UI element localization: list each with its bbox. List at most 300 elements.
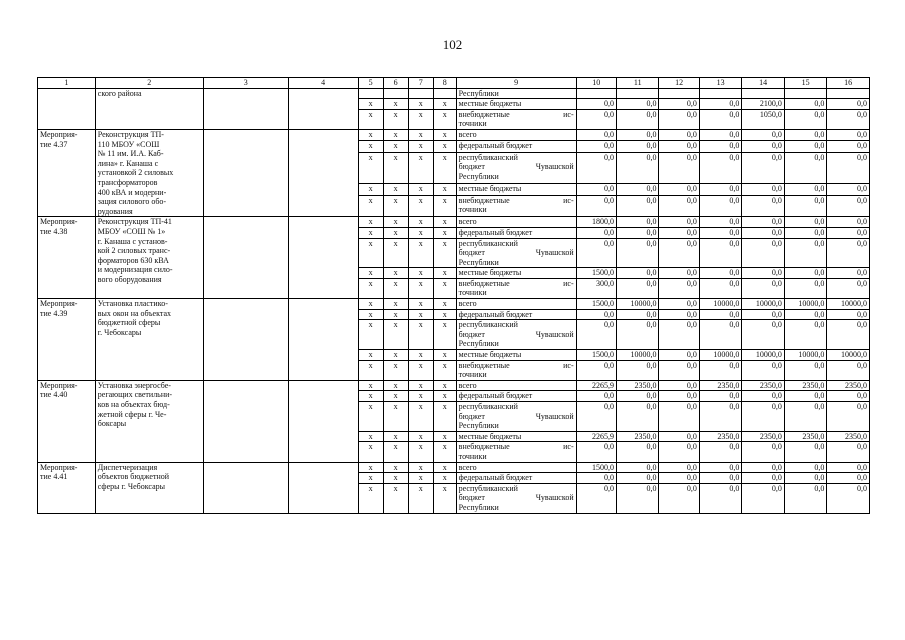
value-cell: 0,0 xyxy=(699,278,742,298)
value-cell: 2100,0 xyxy=(742,99,785,110)
value-cell: 0,0 xyxy=(616,184,659,195)
value-cell: 0,0 xyxy=(784,462,827,473)
value-cell xyxy=(616,88,659,99)
value-cell: 0,0 xyxy=(784,129,827,140)
value-cell: 0,0 xyxy=(742,462,785,473)
value-cell: 0,0 xyxy=(827,217,870,228)
value-cell: 0,0 xyxy=(659,391,699,402)
x-mark-cell: x xyxy=(358,217,383,228)
funding-source-line: федеральный бюджет xyxy=(458,309,533,319)
x-mark-cell: x xyxy=(408,184,433,195)
header-cell: 15 xyxy=(784,78,827,89)
activity-code-line: Мероприя- xyxy=(40,299,78,309)
x-mark-cell: x xyxy=(358,483,383,513)
value-cell: 0,0 xyxy=(659,227,699,238)
funding-source-line: республиканский xyxy=(458,402,518,411)
header-cell: 12 xyxy=(659,78,699,89)
column-3-cell xyxy=(203,462,288,513)
x-mark-cell: x xyxy=(383,320,408,350)
value-cell: 0,0 xyxy=(659,152,699,184)
value-cell: 2350,0 xyxy=(784,380,827,391)
value-cell: 0,0 xyxy=(742,227,785,238)
x-mark-cell: x xyxy=(408,152,433,184)
value-cell: 0,0 xyxy=(742,238,785,268)
x-mark-cell: x xyxy=(383,217,408,228)
activity-description-line: Установка энергосбе- xyxy=(97,380,171,390)
x-mark-cell: x xyxy=(408,391,433,402)
funding-source-line: внебюджетные ис- xyxy=(458,278,574,288)
funding-source xyxy=(456,442,576,462)
value-cell: 0,0 xyxy=(827,442,870,462)
value-cell: 0,0 xyxy=(659,320,699,350)
activity-description-line: Реконструкция ТП-41 xyxy=(97,217,172,227)
value-cell: 0,0 xyxy=(659,109,699,129)
x-mark-cell: x xyxy=(358,473,383,484)
value-cell: 0,0 xyxy=(784,309,827,320)
x-mark-cell: x xyxy=(358,350,383,361)
value-cell: 0,0 xyxy=(616,195,659,217)
x-mark-cell xyxy=(358,88,383,99)
value-cell: 0,0 xyxy=(827,129,870,140)
funding-source-line: Республики xyxy=(458,502,499,512)
header-cell: 1 xyxy=(38,78,96,89)
activity-description-line: г. Канаша с установ- xyxy=(97,236,168,246)
column-3-cell xyxy=(203,380,288,462)
x-mark-cell: x xyxy=(408,473,433,484)
x-mark-cell: x xyxy=(433,129,456,140)
activity-description-line: зация силового обо- xyxy=(97,197,167,207)
funding-source-line: бюджет Чувашской xyxy=(458,248,574,258)
funding-source-line: всего xyxy=(458,299,477,309)
x-mark-cell xyxy=(383,88,408,99)
value-cell: 0,0 xyxy=(699,227,742,238)
activity-description-line: 110 МБОУ «СОШ xyxy=(97,139,160,149)
value-cell: 0,0 xyxy=(699,473,742,484)
x-mark-cell: x xyxy=(358,442,383,462)
x-mark-cell: x xyxy=(408,462,433,473)
value-cell: 0,0 xyxy=(576,141,616,152)
x-mark-cell: x xyxy=(358,462,383,473)
budget-table xyxy=(37,77,870,514)
activity-description-line: жетной сферы г. Че- xyxy=(97,409,167,419)
x-mark-cell: x xyxy=(383,129,408,140)
x-mark-cell: x xyxy=(383,391,408,402)
value-cell: 0,0 xyxy=(659,238,699,268)
value-cell: 0,0 xyxy=(659,268,699,279)
x-mark-cell: x xyxy=(433,141,456,152)
value-cell: 0,0 xyxy=(742,184,785,195)
value-cell: 0,0 xyxy=(616,109,659,129)
value-cell: 0,0 xyxy=(659,184,699,195)
value-cell: 0,0 xyxy=(784,473,827,484)
value-cell: 2265,9 xyxy=(576,380,616,391)
value-cell: 2350,0 xyxy=(616,431,659,442)
value-cell: 0,0 xyxy=(699,268,742,279)
x-mark-cell: x xyxy=(383,380,408,391)
value-cell: 0,0 xyxy=(827,195,870,217)
x-mark-cell: x xyxy=(433,268,456,279)
x-mark-cell: x xyxy=(433,350,456,361)
value-cell: 0,0 xyxy=(699,360,742,380)
value-cell: 0,0 xyxy=(659,217,699,228)
x-mark-cell: x xyxy=(383,299,408,310)
value-cell: 0,0 xyxy=(616,462,659,473)
value-cell: 0,0 xyxy=(659,350,699,361)
value-cell: 0,0 xyxy=(742,129,785,140)
value-cell: 0,0 xyxy=(827,99,870,110)
value-cell: 0,0 xyxy=(827,309,870,320)
value-cell: 0,0 xyxy=(742,278,785,298)
value-cell: 1050,0 xyxy=(742,109,785,129)
column-4-cell xyxy=(288,129,358,216)
activity-code-line: тие 4.41 xyxy=(40,472,68,482)
value-cell: 0,0 xyxy=(699,195,742,217)
x-mark-cell: x xyxy=(358,141,383,152)
funding-source xyxy=(456,431,576,442)
value-cell: 10000,0 xyxy=(699,350,742,361)
value-cell: 0,0 xyxy=(742,483,785,513)
x-mark-cell: x xyxy=(358,195,383,217)
x-mark-cell xyxy=(408,88,433,99)
x-mark-cell: x xyxy=(358,320,383,350)
x-mark-cell: x xyxy=(433,99,456,110)
activity-description-line: регающих светильни- xyxy=(97,390,173,400)
x-mark-cell: x xyxy=(358,238,383,268)
x-mark-cell: x xyxy=(433,483,456,513)
x-mark-cell: x xyxy=(383,431,408,442)
x-mark-cell: x xyxy=(433,227,456,238)
header-cell: 8 xyxy=(433,78,456,89)
activity-description xyxy=(95,299,203,381)
funding-source-line: федеральный бюджет xyxy=(458,141,533,151)
value-cell: 0,0 xyxy=(699,309,742,320)
value-cell: 0,0 xyxy=(699,184,742,195)
activity-code xyxy=(38,129,96,216)
column-3-cell xyxy=(203,217,288,299)
value-cell: 0,0 xyxy=(742,309,785,320)
activity-code-line: Мероприя- xyxy=(40,217,78,227)
value-cell: 0,0 xyxy=(659,473,699,484)
value-cell: 0,0 xyxy=(616,227,659,238)
value-cell: 1500,0 xyxy=(576,462,616,473)
funding-source xyxy=(456,360,576,380)
funding-source xyxy=(456,320,576,350)
x-mark-cell: x xyxy=(358,380,383,391)
x-mark-cell: x xyxy=(358,109,383,129)
value-cell: 0,0 xyxy=(699,402,742,432)
value-cell: 10000,0 xyxy=(827,350,870,361)
funding-source-line: местные бюджеты xyxy=(458,184,522,194)
value-cell xyxy=(742,88,785,99)
value-cell: 0,0 xyxy=(784,483,827,513)
activity-description-line: МБОУ «СОШ № 1» xyxy=(97,226,166,236)
activity-description xyxy=(95,88,203,129)
value-cell: 2350,0 xyxy=(827,431,870,442)
value-cell: 0,0 xyxy=(616,141,659,152)
x-mark-cell: x xyxy=(358,391,383,402)
value-cell: 0,0 xyxy=(576,129,616,140)
x-mark-cell: x xyxy=(383,360,408,380)
value-cell: 1500,0 xyxy=(576,299,616,310)
funding-source xyxy=(456,391,576,402)
funding-source-line: всего xyxy=(458,129,477,139)
funding-source-line: точники xyxy=(458,205,487,215)
x-mark-cell: x xyxy=(408,380,433,391)
value-cell: 0,0 xyxy=(827,184,870,195)
funding-source xyxy=(456,268,576,279)
value-cell: 0,0 xyxy=(827,473,870,484)
header-cell: 13 xyxy=(699,78,742,89)
x-mark-cell: x xyxy=(358,99,383,110)
funding-source-line: местные бюджеты xyxy=(458,268,522,278)
activity-description-line: г. Чебоксары xyxy=(97,327,142,337)
x-mark-cell: x xyxy=(383,350,408,361)
value-cell: 0,0 xyxy=(784,320,827,350)
value-cell: 0,0 xyxy=(576,195,616,217)
value-cell: 0,0 xyxy=(784,360,827,380)
value-cell: 0,0 xyxy=(659,299,699,310)
value-cell: 0,0 xyxy=(827,268,870,279)
value-cell: 2350,0 xyxy=(784,431,827,442)
x-mark-cell: x xyxy=(408,217,433,228)
x-mark-cell: x xyxy=(383,152,408,184)
value-cell: 0,0 xyxy=(742,402,785,432)
column-4-cell xyxy=(288,462,358,513)
value-cell: 10000,0 xyxy=(742,299,785,310)
x-mark-cell: x xyxy=(433,238,456,268)
funding-source-line: республиканский xyxy=(458,483,518,493)
value-cell: 0,0 xyxy=(576,473,616,484)
value-cell: 0,0 xyxy=(827,278,870,298)
value-cell: 0,0 xyxy=(659,141,699,152)
header-cell: 14 xyxy=(742,78,785,89)
x-mark-cell: x xyxy=(383,483,408,513)
value-cell: 10000,0 xyxy=(699,299,742,310)
value-cell: 0,0 xyxy=(742,217,785,228)
value-cell: 0,0 xyxy=(784,195,827,217)
x-mark-cell: x xyxy=(358,431,383,442)
funding-source-line: Республики xyxy=(458,257,499,267)
x-mark-cell: x xyxy=(433,462,456,473)
value-cell: 0,0 xyxy=(742,268,785,279)
header-cell: 11 xyxy=(616,78,659,89)
value-cell: 2350,0 xyxy=(742,431,785,442)
value-cell: 0,0 xyxy=(659,309,699,320)
x-mark-cell: x xyxy=(383,442,408,462)
value-cell: 0,0 xyxy=(784,238,827,268)
funding-source-line: точники xyxy=(458,288,487,298)
x-mark-cell: x xyxy=(433,473,456,484)
value-cell: 0,0 xyxy=(699,442,742,462)
x-mark-cell: x xyxy=(408,442,433,462)
x-mark-cell: x xyxy=(433,431,456,442)
activity-description-line: ского района xyxy=(97,88,142,98)
value-cell: 0,0 xyxy=(616,152,659,184)
activity-description-line: Реконструкция ТП- xyxy=(97,129,164,139)
activity-code xyxy=(38,462,96,513)
value-cell: 0,0 xyxy=(576,320,616,350)
funding-source xyxy=(456,109,576,129)
column-3-cell xyxy=(203,129,288,216)
value-cell: 2350,0 xyxy=(699,380,742,391)
value-cell: 0,0 xyxy=(616,309,659,320)
table-row xyxy=(38,380,870,391)
funding-source xyxy=(456,227,576,238)
activity-description xyxy=(95,129,203,216)
activity-code xyxy=(38,299,96,381)
x-mark-cell: x xyxy=(383,227,408,238)
table-row xyxy=(38,217,870,228)
activity-code-line: тие 4.37 xyxy=(40,139,68,149)
funding-source-line: точники xyxy=(458,370,487,380)
activity-description-line: № 11 им. И.А. Каб- xyxy=(97,149,164,159)
x-mark-cell: x xyxy=(383,184,408,195)
x-mark-cell: x xyxy=(433,278,456,298)
x-mark-cell: x xyxy=(433,152,456,184)
value-cell: 0,0 xyxy=(742,152,785,184)
x-mark-cell: x xyxy=(433,402,456,432)
x-mark-cell: x xyxy=(358,360,383,380)
value-cell: 0,0 xyxy=(659,129,699,140)
x-mark-cell: x xyxy=(358,152,383,184)
value-cell: 2350,0 xyxy=(827,380,870,391)
activity-code-line: Мероприя- xyxy=(40,462,78,472)
value-cell: 0,0 xyxy=(616,99,659,110)
value-cell: 0,0 xyxy=(616,442,659,462)
value-cell: 0,0 xyxy=(827,227,870,238)
value-cell: 0,0 xyxy=(616,268,659,279)
funding-source-line: федеральный бюджет xyxy=(458,473,533,483)
funding-source xyxy=(456,278,576,298)
x-mark-cell: x xyxy=(408,309,433,320)
funding-source-line: всего xyxy=(458,462,477,472)
value-cell: 0,0 xyxy=(576,402,616,432)
activity-description-line: форматоров 630 кВА xyxy=(97,255,169,265)
header-row xyxy=(38,78,870,89)
value-cell: 0,0 xyxy=(742,442,785,462)
x-mark-cell: x xyxy=(383,195,408,217)
funding-source xyxy=(456,141,576,152)
funding-source-line: республиканский xyxy=(458,238,518,248)
value-cell: 0,0 xyxy=(576,99,616,110)
value-cell: 0,0 xyxy=(576,442,616,462)
funding-source-line: бюджет Чувашской xyxy=(458,493,574,503)
activity-description-line: сферы г. Чебоксары xyxy=(97,481,165,491)
funding-source xyxy=(456,402,576,432)
value-cell: 0,0 xyxy=(827,360,870,380)
funding-source xyxy=(456,195,576,217)
value-cell: 0,0 xyxy=(784,402,827,432)
value-cell xyxy=(784,88,827,99)
value-cell: 0,0 xyxy=(576,391,616,402)
value-cell: 0,0 xyxy=(659,483,699,513)
activity-description-line: Установка пластико- xyxy=(97,299,168,309)
header-cell: 4 xyxy=(288,78,358,89)
x-mark-cell xyxy=(433,88,456,99)
funding-source-line: точники xyxy=(458,119,487,129)
value-cell: 0,0 xyxy=(827,402,870,432)
table-row xyxy=(38,88,870,99)
funding-source xyxy=(456,473,576,484)
value-cell: 0,0 xyxy=(784,278,827,298)
x-mark-cell: x xyxy=(383,141,408,152)
value-cell: 2265,9 xyxy=(576,431,616,442)
funding-source xyxy=(456,88,576,99)
value-cell: 10000,0 xyxy=(616,350,659,361)
value-cell: 0,0 xyxy=(616,483,659,513)
value-cell: 0,0 xyxy=(616,217,659,228)
value-cell: 0,0 xyxy=(742,141,785,152)
value-cell: 0,0 xyxy=(784,391,827,402)
value-cell: 0,0 xyxy=(827,320,870,350)
value-cell: 0,0 xyxy=(742,195,785,217)
funding-source-line: Республики xyxy=(458,88,499,98)
value-cell: 0,0 xyxy=(616,129,659,140)
value-cell: 0,0 xyxy=(699,152,742,184)
activity-description-line: вых окон на объектах xyxy=(97,308,172,318)
activity-description-line: кой 2 силовых транс- xyxy=(97,246,171,256)
x-mark-cell: x xyxy=(408,299,433,310)
activity-description-line: установкой 2 силовых xyxy=(97,168,174,178)
funding-source xyxy=(456,483,576,513)
value-cell: 0,0 xyxy=(827,462,870,473)
funding-source xyxy=(456,299,576,310)
value-cell: 0,0 xyxy=(576,227,616,238)
value-cell: 0,0 xyxy=(827,238,870,268)
funding-source-line: точники xyxy=(458,451,487,461)
value-cell: 0,0 xyxy=(616,391,659,402)
value-cell: 10000,0 xyxy=(742,350,785,361)
activity-description xyxy=(95,380,203,462)
funding-source-line: всего xyxy=(458,217,477,227)
funding-source-line: внебюджетные ис- xyxy=(458,195,574,205)
x-mark-cell: x xyxy=(408,129,433,140)
value-cell: 0,0 xyxy=(659,195,699,217)
value-cell: 2350,0 xyxy=(742,380,785,391)
value-cell: 1500,0 xyxy=(576,350,616,361)
activity-code-line: тие 4.39 xyxy=(40,308,68,318)
value-cell: 0,0 xyxy=(616,238,659,268)
funding-source-line: федеральный бюджет xyxy=(458,227,533,237)
x-mark-cell: x xyxy=(408,483,433,513)
value-cell: 0,0 xyxy=(742,320,785,350)
value-cell: 0,0 xyxy=(699,391,742,402)
activity-description-line: ков на объектах бюд- xyxy=(97,400,170,409)
funding-source xyxy=(456,184,576,195)
activity-code-line: Мероприя- xyxy=(40,380,78,390)
value-cell: 0,0 xyxy=(659,380,699,391)
value-cell: 10000,0 xyxy=(616,299,659,310)
x-mark-cell: x xyxy=(358,299,383,310)
value-cell: 0,0 xyxy=(784,99,827,110)
header-cell: 6 xyxy=(383,78,408,89)
funding-source xyxy=(456,309,576,320)
x-mark-cell: x xyxy=(433,380,456,391)
value-cell: 0,0 xyxy=(699,238,742,268)
value-cell: 0,0 xyxy=(699,109,742,129)
value-cell: 0,0 xyxy=(659,431,699,442)
x-mark-cell: x xyxy=(383,402,408,432)
value-cell: 0,0 xyxy=(576,184,616,195)
value-cell: 0,0 xyxy=(784,152,827,184)
table-row xyxy=(38,129,870,140)
value-cell: 0,0 xyxy=(616,360,659,380)
x-mark-cell: x xyxy=(383,238,408,268)
value-cell: 0,0 xyxy=(659,99,699,110)
column-4-cell xyxy=(288,88,358,129)
value-cell: 1500,0 xyxy=(576,268,616,279)
funding-source xyxy=(456,217,576,228)
